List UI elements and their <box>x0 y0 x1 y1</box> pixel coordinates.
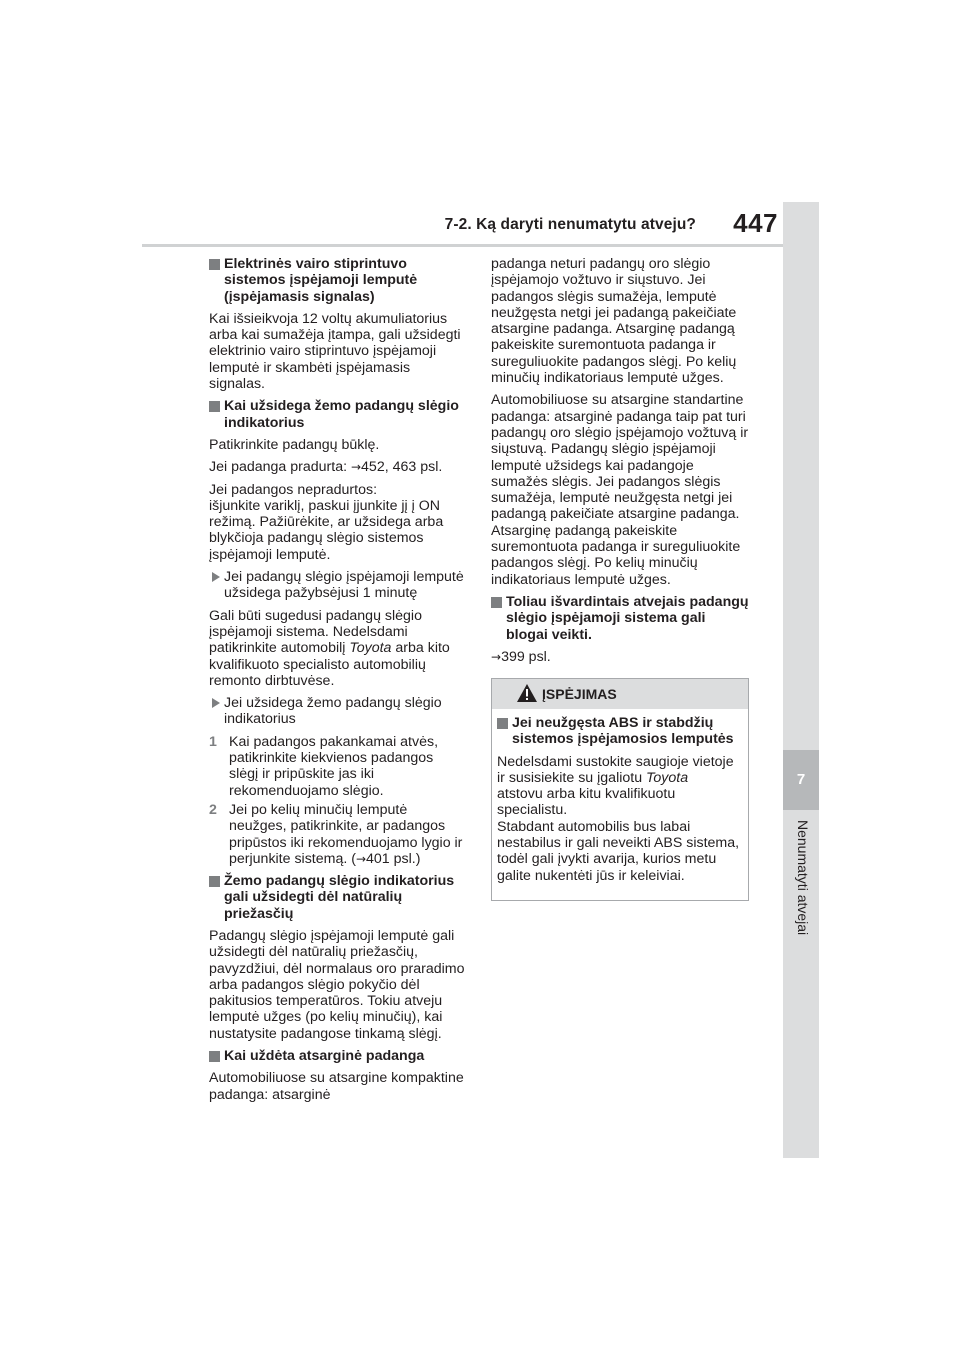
sub-condition: Jei užsidega žemo padangų slėgio indikatorius <box>209 695 465 728</box>
page-number: 447 <box>733 208 778 238</box>
side-tab-chapter-number: 7 <box>783 750 819 810</box>
left-column <box>209 256 465 1109</box>
arrow-right-icon: → <box>355 851 367 866</box>
step-item: 2 Jei po kelių minučių lemputė neužges, patikrinkite, ar padangos pripūstos iki rekomenduojamo lygio ir perjunkite sistemą. (→401 psl.) <box>209 801 463 867</box>
square-bullet-icon <box>209 1051 220 1062</box>
triangle-bullet-icon <box>212 572 220 582</box>
paragraph: Automobiliuose su atsargine kompaktine padanga: atsarginė <box>209 1070 464 1103</box>
paragraph: padanga neturi padangų oro slėgio įspėjamojo vožtuvo ir siųstuvo. Jei padangos slėgis sumažėja, lemputė neužgęsta netgi jei padangą pakeičiate atsargine padanga. Atsarginę padangą pakeiskite suremontuota padanga ir sureguliuokite padangos slėgį. Po kelių minučių indikatoriaus lemputė užges. <box>491 256 737 387</box>
chapter-title: 7-2. Ką daryti nenumatytu atveju? <box>444 216 696 233</box>
section-heading: Jei neužgęsta ABS ir stabdžių sistemos įspėjamosios lemputės <box>497 715 742 748</box>
square-bullet-icon <box>497 718 508 729</box>
step-number: 2 <box>209 801 217 818</box>
right-column <box>491 256 751 671</box>
square-bullet-icon <box>209 401 220 412</box>
section-heading: Kai užsidega žemo padangų slėgio indikatorius <box>209 398 465 431</box>
step-number: 1 <box>209 733 217 750</box>
page-reference-link[interactable]: 401 psl.) <box>366 850 421 867</box>
paragraph: Jei padanga pradurta: →452, 463 psl. <box>209 459 443 476</box>
square-bullet-icon <box>491 597 502 608</box>
brand-name: Toyota <box>349 640 392 657</box>
section-heading: Žemo padangų slėgio indikatorius gali užsidegti dėl natūralių priežasčių <box>209 873 465 922</box>
square-bullet-icon <box>209 876 220 887</box>
section-heading: Elektrinės vairo stiprintuvo sistemos įspėjamoji lemputė (įspėjamasis signalas) <box>209 256 465 305</box>
paragraph: Nedelsdami sustokite saugioje vietoje ir susisiekite su įgaliotu Toyota atstovu arba kitu kvalifikuotu specialistu. Stabdant automobilis bus labai nestabilus ir gali neveikti ABS sistema, todėl gali įvykti avarija, kurios metu galite nukentėti jūs ir keleiviai. <box>497 753 740 884</box>
warning-header <box>492 679 748 709</box>
brand-name: Toyota <box>646 769 689 786</box>
section-heading: Kai uždėta atsarginė padanga <box>209 1048 465 1064</box>
side-tab-chapter-label: Nenumatyti atvejai <box>795 820 811 936</box>
warning-triangle-icon <box>516 683 538 703</box>
arrow-right-icon: → <box>350 460 362 475</box>
triangle-bullet-icon <box>212 698 220 708</box>
warning-label: ĮSPĖJIMAS <box>542 686 617 702</box>
paragraph: Gali būti sugedusi padangų slėgio įspėjamoji sistema. Nedelsdami patikrinkite automobilį Toyota arba kito kvalifikuoto specialisto automobilių remonto dirbtuvėse. <box>209 607 450 689</box>
paragraph: Kai išsieikvoja 12 voltų akumuliatorius arba kai sumažėja įtampa, gali užsidegti elektrinio vairo stiprintuvo įspėjamoji lemputė ir skambėti įspėjamasis signalas. <box>209 310 461 393</box>
square-bullet-icon <box>209 259 220 270</box>
paragraph: Patikrinkite padangų būklę. <box>209 436 380 453</box>
paragraph: Jei padangos nepradurtos: išjunkite variklį, paskui įjunkite jį į ON režimą. Pažiūrėkite, ar užsidega arba blykčioja padangų slėgio sistemos įspėjamoji lemputė. <box>209 481 444 563</box>
section-heading: Toliau išvardintais atvejais padangų slėgio įspėjamoji sistema gali blogai veikti. <box>491 594 751 643</box>
sub-condition: Jei padangų slėgio įspėjamoji lemputė užsidega pažybsėjusi 1 minutę <box>209 569 465 602</box>
page-reference-link[interactable]: 399 psl. <box>501 648 551 665</box>
paragraph: Automobiliuose su atsargine standartine padanga: atsarginė padanga taip pat turi padangų oro slėgio įspėjamojo vožtuvą ir siųstuvą. Padangų slėgio įspėjamoji lemputė užsidegs kai padangoje sumažės slėgis. Jei padangos slėgis sumažėja, lemputė neužgęsta netgi jei padangą pakeičiate atsargine padanga. Atsarginę padangą pakeiskite suremontuota padanga ir sureguliuokite padangos slėgį. Po kelių minučių indikatoriaus lemputė užges. <box>491 392 749 588</box>
step-item: 1 Kai padangos pakankamai atvės, patikrinkite kiekvienos padangos slėgį ir pripūskite jas iki rekomenduojamo slėgio. <box>209 733 439 799</box>
paragraph: Padangų slėgio įspėjamoji lemputė gali užsidegti dėl natūralių priežasčių, pavyzdžiui, dėl normalaus oro praradimo arba padangos slėgio pokyčio dėl pakitusios temperatūros. Tokiu atveju lemputė užges (po kelių minučių), kai nustatysite padangose tinkamą slėgį. <box>209 927 465 1042</box>
page-reference-link[interactable]: 452, 463 psl. <box>361 459 443 476</box>
paragraph <box>491 649 751 665</box>
side-tab <box>783 202 819 1158</box>
header-rule <box>142 244 784 247</box>
warning-body <box>492 709 748 884</box>
arrow-right-icon: → <box>491 649 502 664</box>
warning-box <box>491 678 749 901</box>
